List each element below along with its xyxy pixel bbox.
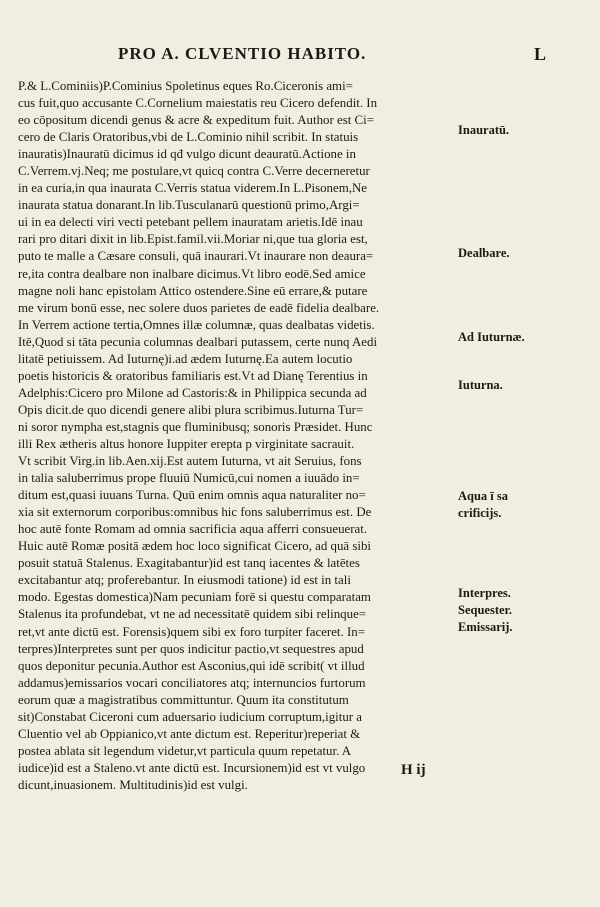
text-line: Opis dicit.de quo dicendi genere alibi plura scribimus.Iuturna Tur= [18,402,364,417]
text-line: hoc autē fonte Romam ad omnia sacrificia aqua afferri consueuerat. [18,522,368,537]
signature-mark: H ij [401,762,426,778]
text-line: inauratis)Inauratū dicimus id qđ vulgo dicunt deauratū.Actione in [18,147,356,162]
text-line: postea ablata sit legendum videtur,vt particula quum repetatur. A [18,743,352,758]
text-line: quos deponitur pecunia.Author est Asconius,qui idē scribit( vt illud [18,658,365,673]
text-line: litatē petiuissem. Ad Iuturnę)i.ad ædem Iuturnę.Ea autem locutio [18,351,353,366]
text-line: cus fuit,quo accusante C.Cornelium maiestatis reu Cicero defendit. In [18,96,378,111]
text-line: inaurata statua donarant.In lib.Tusculanarū questionū primo,Argi= [18,198,360,213]
text-line: xia sit externorum corporibus:omnibus hic fons saluberrimus est. De [18,505,372,520]
text-line: excitabantur atq; proferebantur. In eiusmodi tatione) id est in tali [18,573,351,588]
text-line: Huic autē Romæ positā ædem hoc loco significat Cicero, ad quā sibi [18,539,371,554]
text-line: ni soror nympha est,stagnis que fluminibusq; sonoris Præsidet. Hunc [18,419,373,434]
text-line: poetis historicis & oratoribus familiaris est.Vt ad Dianę Terentius in [18,368,368,383]
text-line: magne noli hanc epistolam Attico ostendere.Sine eū errare,& putare [18,283,368,298]
text-line: in ea curia,in qua inaurata C.Verris statua viderem.In L.Pisonem,Ne [18,181,368,196]
text-line: iudice)id est a Staleno.vt ante dictū est. Incursionem)id est vt vulgo [18,760,366,775]
folio-number: L [534,44,547,64]
margin-note-aqua-sacrificiis: Aqua ī sa [458,489,509,503]
margin-note-iuturna: Iuturna. [458,378,503,392]
text-line: addamus)emissarios vocari conciliatores atq; internuncios furtorum [18,675,366,690]
margin-note-sequester: Sequester. [458,603,513,617]
text-line: cero de Claris Oratoribus,vbi de L.Cominio nihil scribit. In statuis [18,130,359,145]
text-line: ui in ea delecti viri vecti petebant pellem inauratam arietis.Idē inau [18,215,363,230]
text-line: ditum est,quasi iuuans Turna. Quū enim omnis aqua naturaliter no= [18,488,366,503]
text-line: Stalenus ita profundebat, vt ne ad necessitatē quidem sibi relinque= [18,607,367,622]
text-line: dicunt,inuasionem. Multitudinis)id est vulgi. [18,777,248,792]
text-line: modo. Egestas domestica)Nam pecuniam forē si questu comparatam [18,590,371,605]
margin-note-aqua-sacrificiis-cont: crificijs. [458,506,502,520]
text-line: Adelphis:Cicero pro Milone ad Castoris:& in Philippica secunda ad [18,385,367,400]
text-line: eo cōpositum dicendi genus & acre & expeditum fuit. Author est Ci= [18,113,374,128]
text-line: in talia saluberrimus prope fluuiū Numicū,cui nomen a iuuādo in= [18,471,360,486]
text-line: sit)Constabat Ciceroni cum aduersario iudicium corruptum,igitur a [18,709,363,724]
text-line: In Verrem actione tertia,Omnes illæ columnæ, quas dealbatas videtis. [18,317,375,332]
text-line: rari pro ditari dixit in lib.Epist.famil.vii.Moriar ni,que tua gloria est, [18,232,368,247]
text-line: puto te malle a Cæsare consuli, quā inaurari.Vt inaurare non deaura= [18,249,374,264]
text-line: Itē,Quod si tāta pecunia columnas dealbari putassem, certe nunq Aedi [18,334,378,349]
margin-note-dealbare: Dealbare. [458,246,510,260]
text-line: eorum quæ a magistratibus committuntur. Quum ita constitutum [18,692,349,707]
text-line: re,ita contra dealbare non inalbare dicimus.Vt libro eodē.Sed amice [18,266,366,281]
main-text-block [18,78,453,794]
margin-note-ad-iuturnae: Ad Iuturnæ. [458,330,525,344]
margin-note-interpres: Interpres. [458,586,511,600]
running-title: PRO A. CLVENTIO HABITO. [118,44,367,63]
text-line: P.& L.Cominiis)P.Cominius Spoletinus eques Ro.Ciceronis ami= [18,79,353,93]
text-line: terpres)Interpretes sunt per quos indicitur pactio,vt sequestres apud [18,641,364,656]
text-line: me virum bonū esse, nec solere duos parietes de eadē fidelia dealbare. [18,300,380,315]
text-line: posuit statuā Stalenus. Exagitabantur)id est tanq iacentes & latētes [18,556,360,571]
text-line: Vt scribit Virg.in lib.Aen.xij.Est autem Iuturna, vt ait Seruius, fons [18,454,362,469]
margin-note-inauratum: Inauratū. [458,123,510,137]
margin-note-emissarii: Emissarij. [458,620,513,634]
text-line: C.Verrem.vj.Neq; me postulare,vt quicq contra C.Verre decerneretur [18,164,370,179]
text-line: Cluentio vel ab Oppianico,vt ante dictum est. Reperitur)reperiat & [18,726,361,741]
text-line: ret,vt ante dictū est. Forensis)quem sibi ex foro turpiter faceret. In= [18,624,365,639]
text-line: illi Rex ætheris altus honore Iuppiter erepta p virginitate sacrauit. [18,436,355,451]
